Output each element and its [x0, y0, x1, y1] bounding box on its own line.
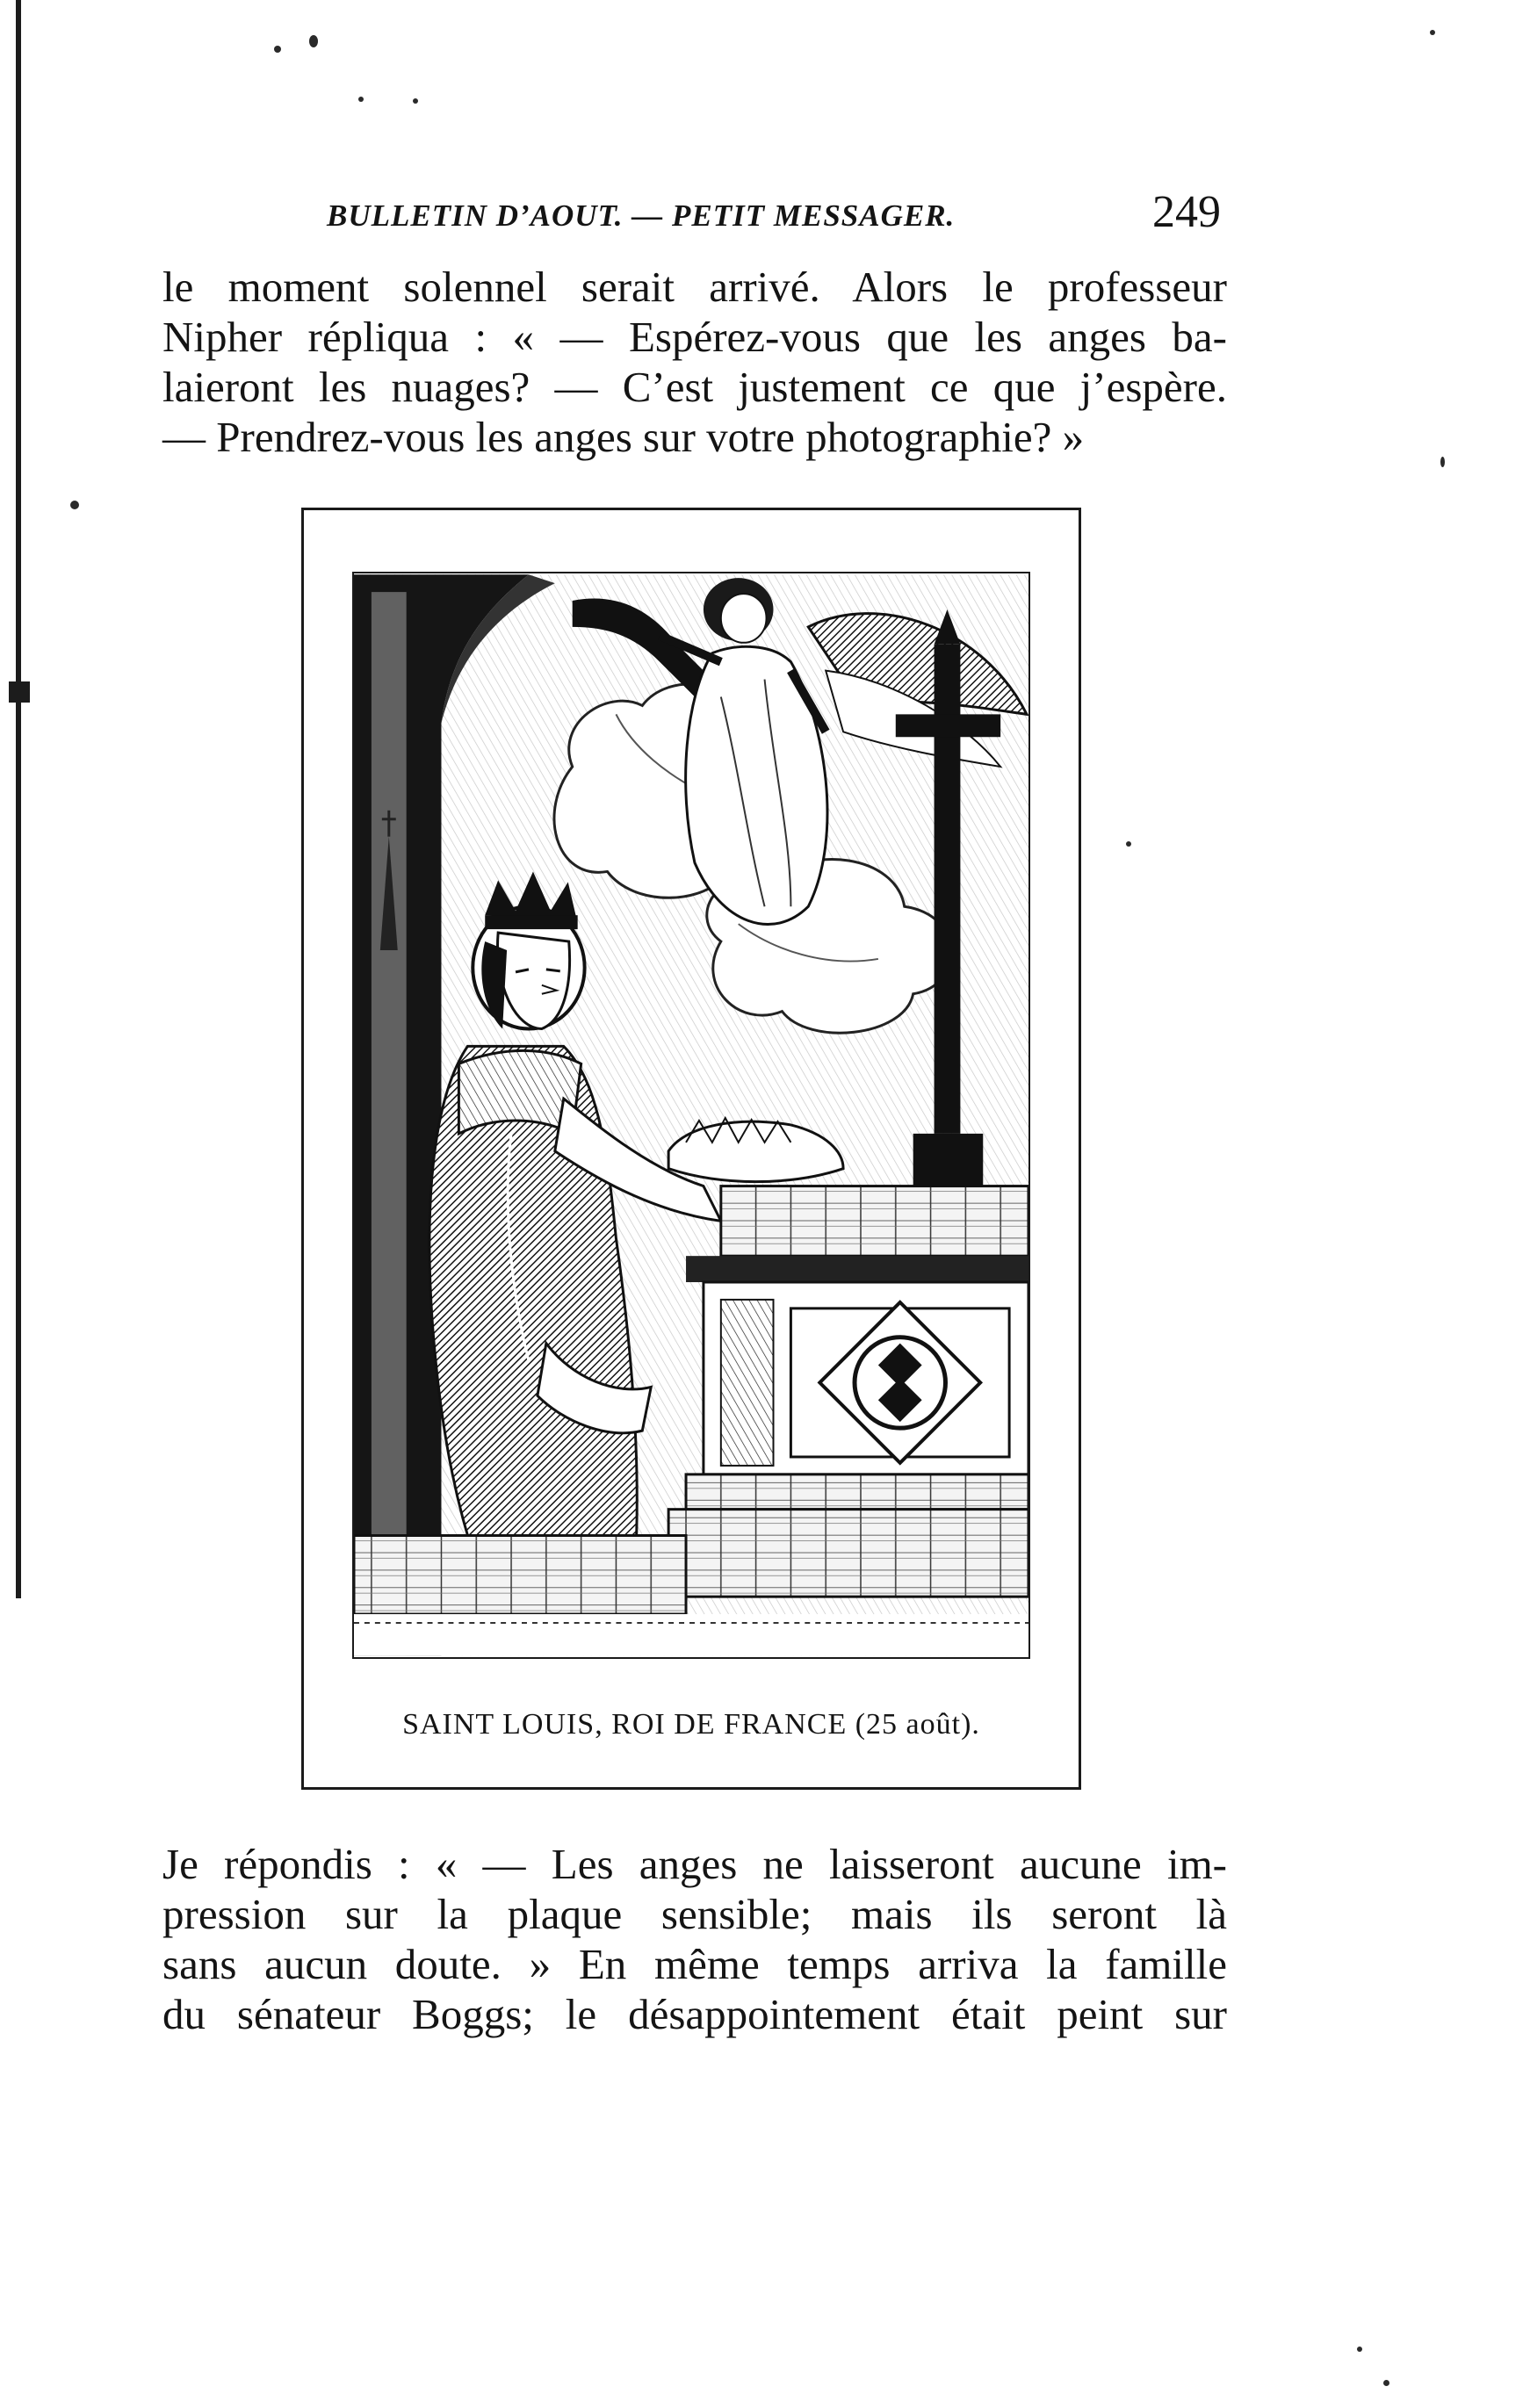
text-line: Nipher répliqua : « — Espérez-vous que les anges ba-: [162, 313, 1227, 361]
ink-speck: [309, 35, 318, 47]
text-line: du sénateur Boggs; le désappointement était peint sur: [162, 1990, 1227, 2038]
ink-speck: [358, 97, 364, 102]
text-line: laieront les nuages? — C’est justement ce que j’espère.: [162, 363, 1227, 411]
text-line: — Prendrez-vous les anges sur votre photographie? »: [162, 413, 1085, 461]
page-number: 249: [1152, 187, 1221, 237]
ink-speck: [1357, 2347, 1362, 2352]
paragraph-top: [162, 262, 1227, 462]
ink-speck: [274, 46, 281, 53]
binding-edge: [16, 0, 21, 1598]
binding-notch: [9, 681, 30, 703]
text-line: sans aucun doute. » En même temps arriva la famille: [162, 1940, 1227, 1988]
ink-speck: [413, 98, 418, 104]
illustration-plate: [301, 508, 1081, 1790]
ink-speck: [70, 501, 79, 509]
text-line: le moment solennel serait arrivé. Alors le professeur: [162, 263, 1227, 311]
ink-speck: [1430, 30, 1435, 35]
text-line: pression sur la plaque sensible; mais ils seront là: [162, 1890, 1227, 1938]
ink-speck: [1383, 2380, 1389, 2386]
illustration-caption: SAINT LOUIS, ROI DE FRANCE (25 août).: [402, 1708, 980, 1741]
page-header: [327, 186, 1221, 239]
text-line: Je répondis : « — Les anges ne laisseront aucune im-: [162, 1840, 1227, 1888]
paragraph-bottom: [162, 1839, 1227, 2039]
engraving-saint-louis: [352, 572, 1030, 1659]
ink-speck: [1440, 457, 1445, 467]
running-head: BULLETIN D’AOUT. — PETIT MESSAGER.: [327, 198, 956, 233]
ink-speck: [1126, 841, 1131, 847]
